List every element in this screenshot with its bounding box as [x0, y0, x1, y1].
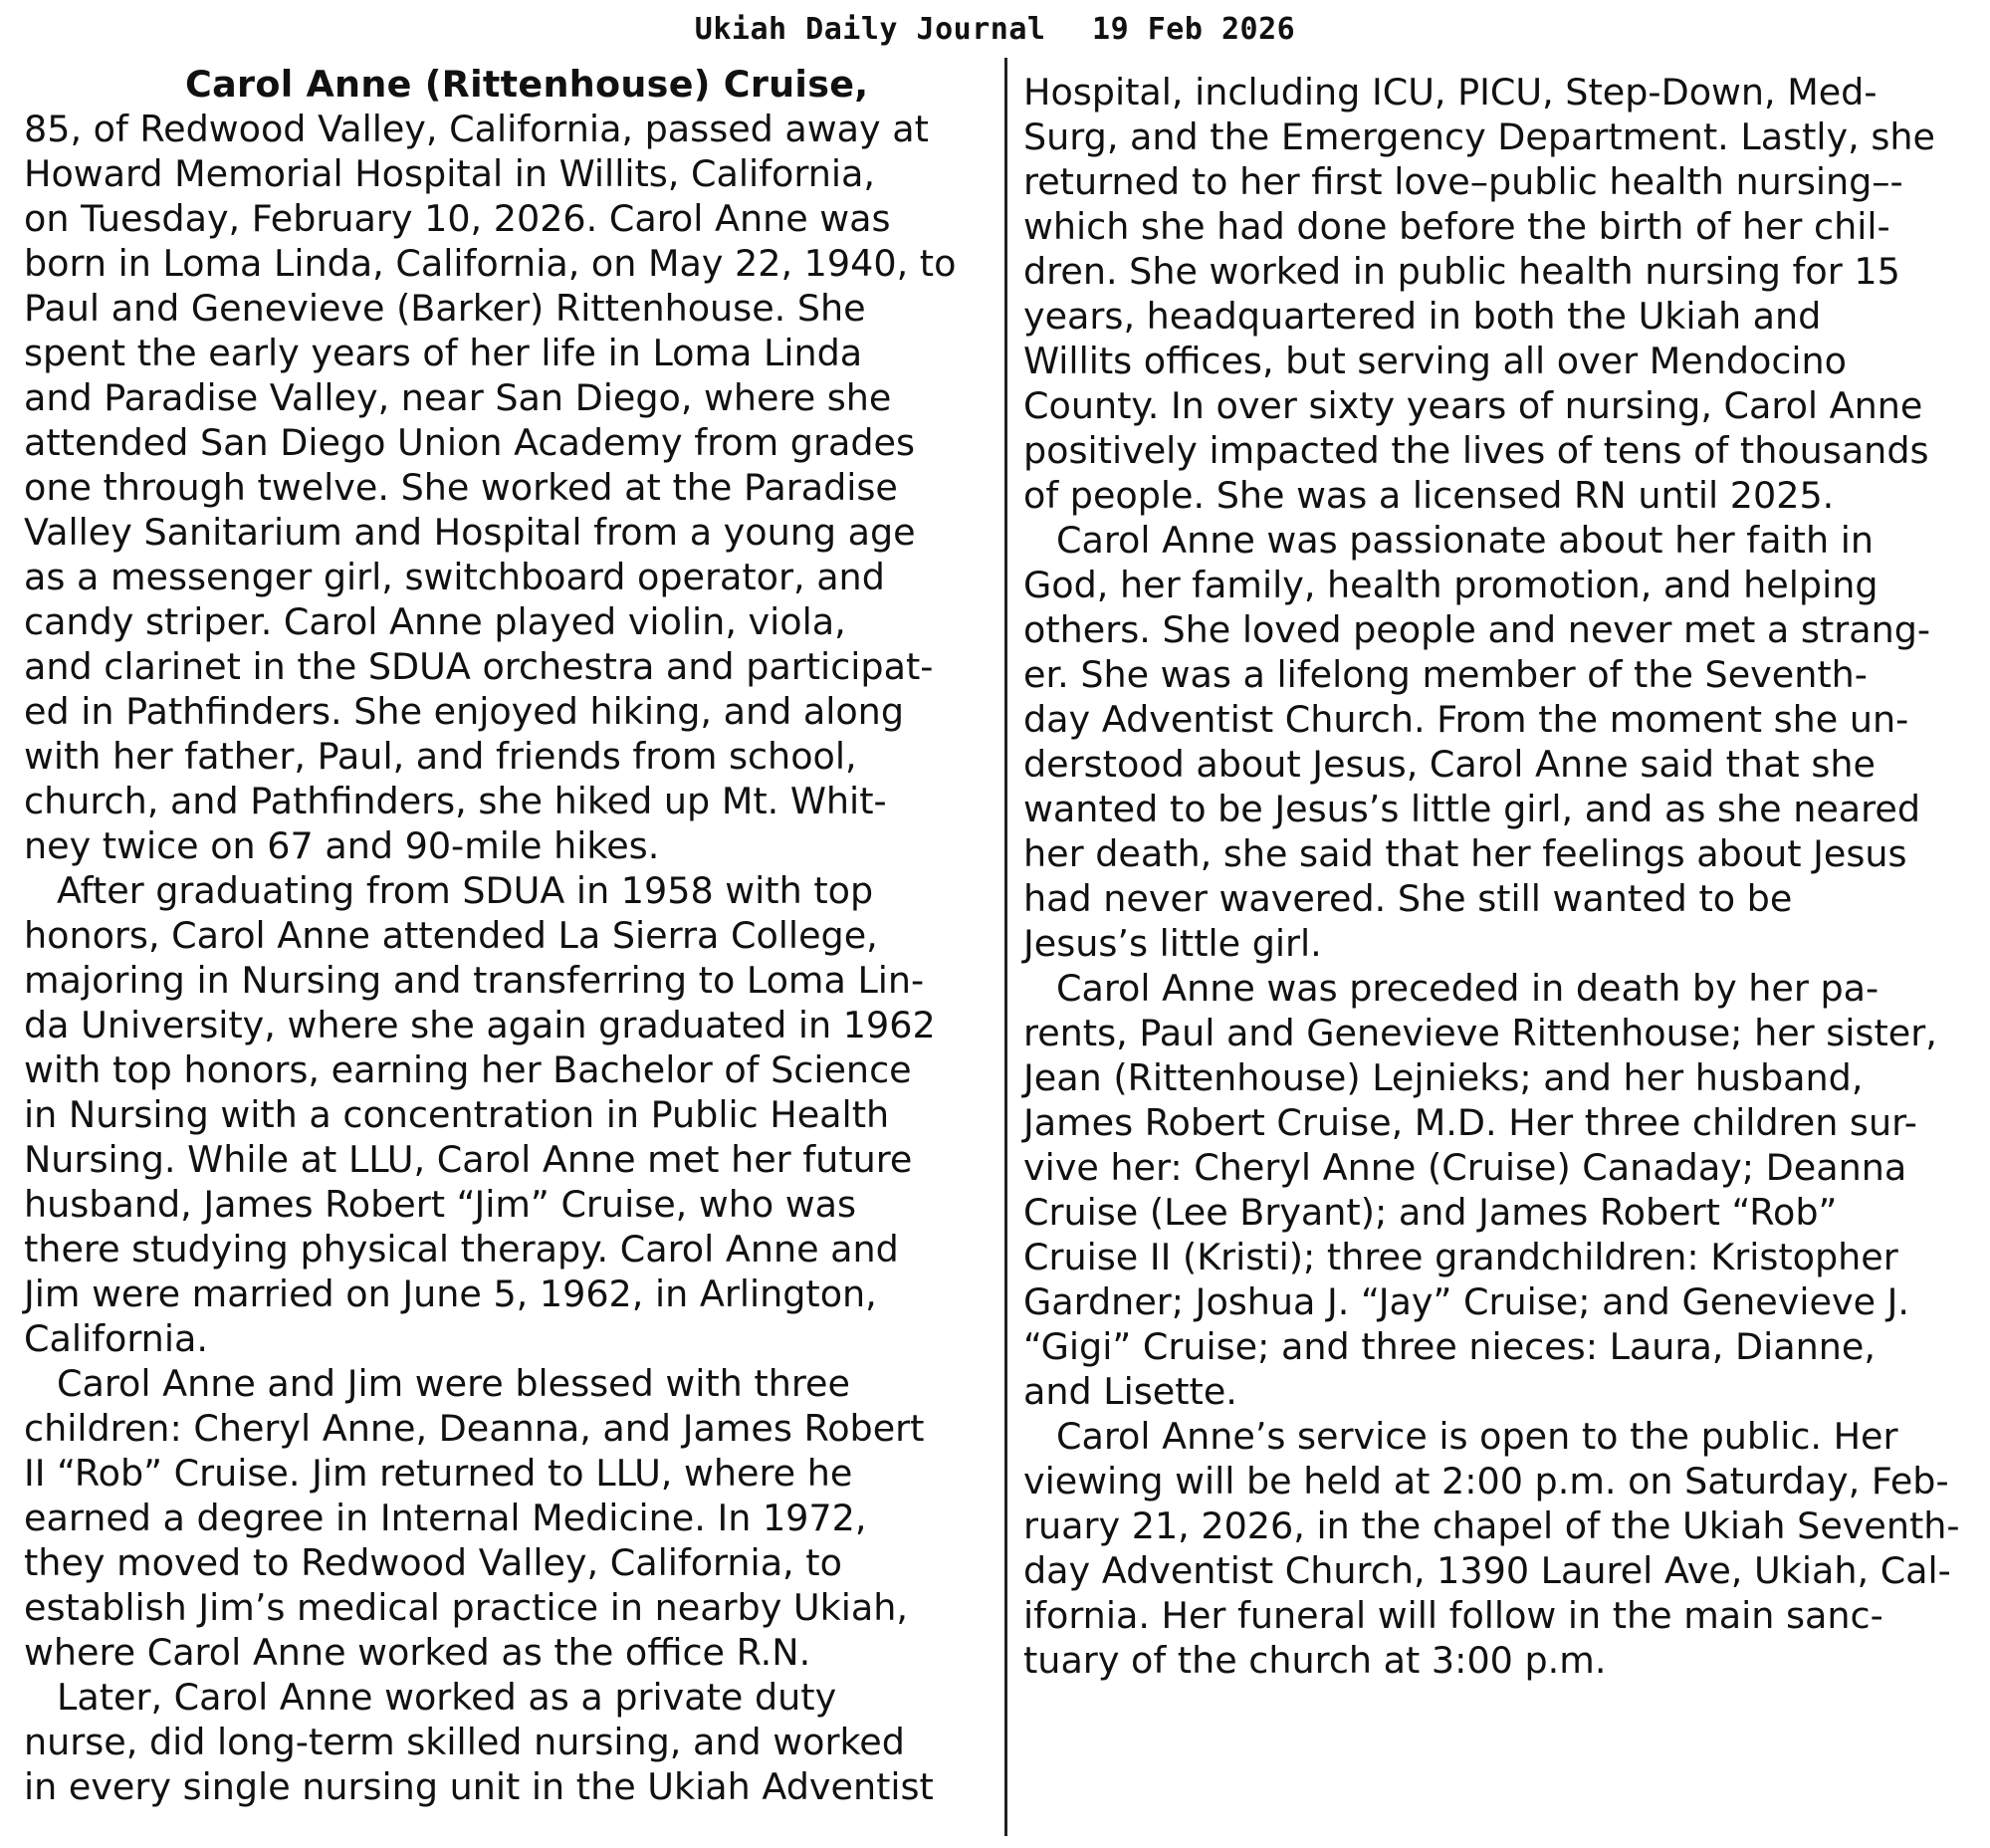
- text-line: in every single nursing unit in the Ukiah Adventist: [24, 1765, 934, 1808]
- text-line: Nursing. While at LLU, Carol Anne met her future: [24, 1138, 913, 1181]
- text-line: Howard Memorial Hospital in Willits, California,: [24, 152, 875, 195]
- text-line: children: Cheryl Anne, Deanna, and James Robert: [24, 1407, 925, 1450]
- text-line: wanted to be Jesus’s little girl, and as she neared: [1023, 788, 1920, 830]
- text-line: positively impacted the lives of tens of thousands: [1023, 429, 1929, 472]
- text-line: da University, where she again graduated in 1962: [24, 1004, 936, 1046]
- text-line: they moved to Redwood Valley, California, to: [24, 1541, 842, 1584]
- text-line: nurse, did long-term skilled nursing, and worked: [24, 1721, 905, 1763]
- text-line: with her father, Paul, and friends from school,: [24, 735, 857, 778]
- text-line: Cruise II (Kristi); three grandchildren: Kristopher: [1023, 1236, 1898, 1278]
- text-line: James Robert Cruise, M.D. Her three children sur-: [1023, 1101, 1917, 1144]
- text-line: After graduating from SDUA in 1958 with top: [57, 869, 874, 912]
- text-line: viewing will be held at 2:00 p.m. on Saturday, Feb-: [1023, 1460, 1949, 1502]
- column-divider: [1004, 58, 1007, 1836]
- text-line: er. She was a lifelong member of the Seventh-: [1023, 653, 1868, 696]
- text-line: Jean (Rittenhouse) Lejnieks; and her husband,: [1023, 1056, 1864, 1099]
- text-line: vive her: Cheryl Anne (Cruise) Canaday; Deanna: [1023, 1146, 1907, 1189]
- text-line: earned a degree in Internal Medicine. In 1972,: [24, 1497, 867, 1539]
- text-line: Jim were married on June 5, 1962, in Arlington,: [24, 1272, 877, 1315]
- text-line: Cruise (Lee Bryant); and James Robert “Rob”: [1023, 1191, 1838, 1234]
- text-line: Valley Sanitarium and Hospital from a young age: [24, 511, 916, 554]
- text-line: in Nursing with a concentration in Public Health: [24, 1093, 890, 1136]
- right-column: [1023, 70, 1990, 1683]
- text-line: and Paradise Valley, near San Diego, where she: [24, 376, 892, 419]
- text-line: which she had done before the birth of her chil-: [1023, 205, 1890, 248]
- text-line: with top honors, earning her Bachelor of Science: [24, 1048, 912, 1091]
- text-line: dren. She worked in public health nursing for 15: [1023, 250, 1900, 293]
- text-line: Paul and Genevieve (Barker) Rittenhouse. She: [24, 287, 866, 330]
- text-line: attended San Diego Union Academy from grades: [24, 421, 915, 464]
- text-line: Carol Anne was passionate about her faith in: [1056, 519, 1874, 562]
- text-line: where Carol Anne worked as the office R.N.: [24, 1631, 811, 1674]
- text-line: church, and Pathfinders, she hiked up Mt. Whit-: [24, 780, 887, 822]
- text-line: there studying physical therapy. Carol Anne and: [24, 1228, 899, 1270]
- text-line: California.: [24, 1317, 208, 1360]
- text-line: Later, Carol Anne worked as a private duty: [57, 1676, 837, 1719]
- text-line: as a messenger girl, switchboard operator, and: [24, 556, 885, 598]
- publication-date: 19 Feb 2026: [1092, 12, 1296, 47]
- text-line: Hospital, including ICU, PICU, Step-Down, Med-: [1023, 71, 1878, 114]
- text-line: ifornia. Her funeral will follow in the main sanc-: [1023, 1594, 1883, 1637]
- text-line: returned to her first love–public health nursing–-: [1023, 160, 1903, 203]
- text-line: of people. She was a licensed RN until 2025.: [1023, 474, 1835, 517]
- text-line: ruary 21, 2026, in the chapel of the Ukiah Seventh-: [1023, 1504, 1960, 1547]
- text-line: born in Loma Linda, California, on May 22, 1940, to: [24, 242, 957, 285]
- text-line: Surg, and the Emergency Department. Lastly, she: [1023, 116, 1935, 158]
- text-line: majoring in Nursing and transferring to Loma Lin-: [24, 959, 925, 1002]
- text-line: candy striper. Carol Anne played violin, viola,: [24, 600, 846, 643]
- text-line: and Lisette.: [1023, 1370, 1237, 1413]
- text-line: derstood about Jesus, Carol Anne said that she: [1023, 743, 1876, 786]
- text-line: had never wavered. She still wanted to be: [1023, 877, 1793, 920]
- text-line: 85, of Redwood Valley, California, passed away at: [24, 108, 929, 150]
- text-line: Carol Anne and Jim were blessed with three: [57, 1362, 850, 1405]
- left-column: [24, 62, 1004, 1809]
- publication-name: Ukiah Daily Journal: [694, 12, 1046, 47]
- text-line: “Gigi” Cruise; and three nieces: Laura, Dianne,: [1023, 1325, 1876, 1368]
- text-line: spent the early years of her life in Loma Linda: [24, 332, 863, 374]
- text-line: ney twice on 67 and 90-mile hikes.: [24, 824, 660, 867]
- text-line: years, headquartered in both the Ukiah and: [1023, 295, 1822, 338]
- text-line: II “Rob” Cruise. Jim returned to LLU, where he: [24, 1452, 853, 1495]
- text-line: ed in Pathfinders. She enjoyed hiking, and along: [24, 690, 904, 733]
- text-line: Gardner; Joshua J. “Jay” Cruise; and Genevieve J.: [1023, 1280, 1909, 1323]
- text-line: her death, she said that her feelings about Jesus: [1023, 832, 1907, 875]
- text-line: Willits offices, but serving all over Mendocino: [1023, 340, 1847, 382]
- masthead: [0, 12, 1990, 47]
- text-line: and clarinet in the SDUA orchestra and participat-: [24, 645, 934, 688]
- text-line: honors, Carol Anne attended La Sierra College,: [24, 914, 878, 957]
- text-line: on Tuesday, February 10, 2026. Carol Anne was: [24, 197, 891, 240]
- text-line: others. She loved people and never met a strang-: [1023, 608, 1931, 651]
- obituary-name-heading: Carol Anne (Rittenhouse) Cruise,: [185, 63, 869, 106]
- text-line: God, her family, health promotion, and helping: [1023, 564, 1879, 606]
- text-line: tuary of the church at 3:00 p.m.: [1023, 1639, 1607, 1682]
- text-line: husband, James Robert “Jim” Cruise, who was: [24, 1183, 857, 1226]
- text-line: day Adventist Church. From the moment she un-: [1023, 698, 1909, 741]
- text-line: one through twelve. She worked at the Paradise: [24, 466, 898, 509]
- text-line: establish Jim’s medical practice in nearby Ukiah,: [24, 1586, 909, 1629]
- text-line: Carol Anne was preceded in death by her pa-: [1056, 967, 1879, 1010]
- text-line: rents, Paul and Genevieve Rittenhouse; her sister,: [1023, 1012, 1937, 1054]
- text-line: County. In over sixty years of nursing, Carol Anne: [1023, 384, 1923, 427]
- text-line: day Adventist Church, 1390 Laurel Ave, Ukiah, Cal-: [1023, 1549, 1951, 1592]
- text-line: Carol Anne’s service is open to the public. Her: [1056, 1415, 1898, 1458]
- text-line: Jesus’s little girl.: [1023, 922, 1322, 965]
